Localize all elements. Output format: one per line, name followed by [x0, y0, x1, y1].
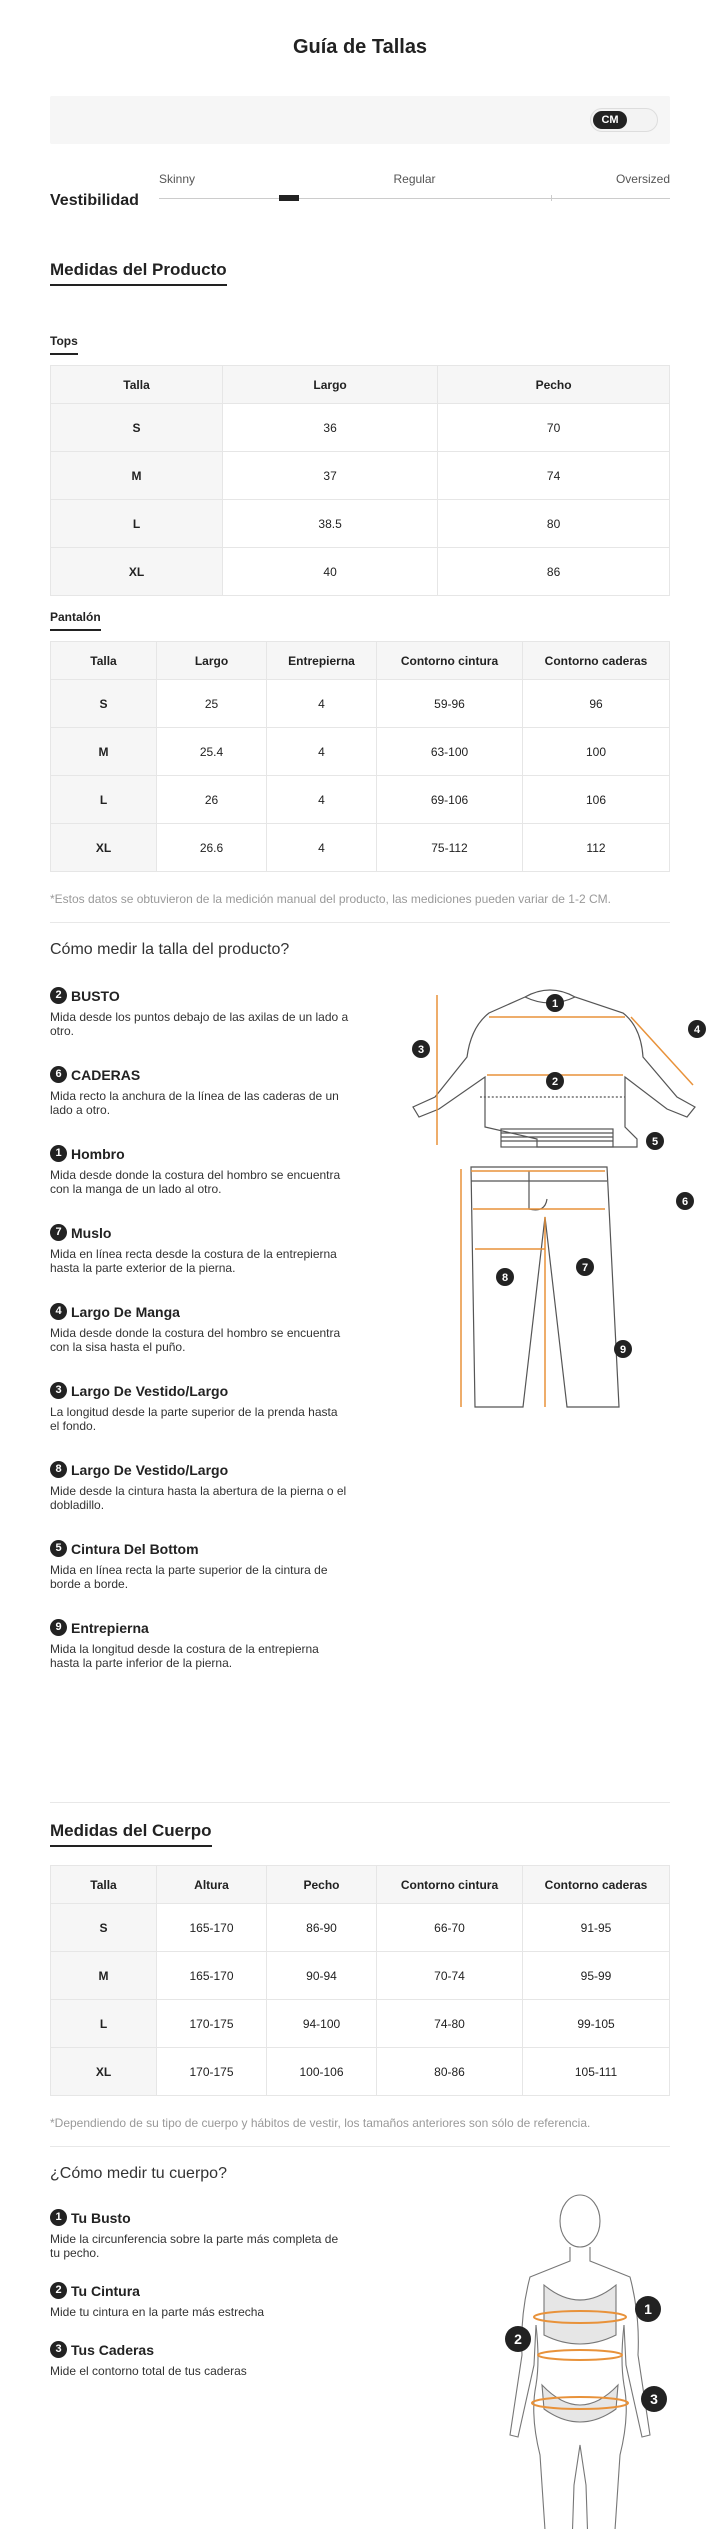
- pants-label: Pantalón: [50, 610, 101, 631]
- measure-title: [50, 1619, 670, 1636]
- fit-indicator: [279, 195, 299, 201]
- table-cell: 80-86: [377, 2048, 523, 2096]
- size-cell: S: [51, 404, 223, 452]
- measure-title-text: Largo De Vestido/Largo: [71, 1382, 229, 1399]
- measure-title: [50, 1540, 670, 1557]
- size-cell: XL: [51, 548, 223, 596]
- fit-track: [159, 198, 670, 199]
- table-cell: 100-106: [267, 2048, 377, 2096]
- table-cell: 90-94: [267, 1952, 377, 2000]
- table-cell: 36: [223, 404, 438, 452]
- tops-table: [50, 365, 670, 596]
- number-badge: 5: [50, 1540, 67, 1557]
- table-row: [51, 680, 670, 728]
- measure-title-text: Tu Busto: [71, 2209, 131, 2226]
- garment-diagram: [405, 977, 720, 1417]
- table-cell: 170-175: [157, 2048, 267, 2096]
- marker-text: 3: [650, 2391, 658, 2407]
- table-cell: 4: [267, 776, 377, 824]
- divider: [50, 922, 670, 923]
- table-cell: 70: [438, 404, 670, 452]
- measure-description: Mida la longitud desde la costura de la entrepierna hasta la parte inferior de la pierna.: [50, 1642, 319, 1670]
- table-cell: 37: [223, 452, 438, 500]
- size-cell: M: [51, 1952, 157, 2000]
- table-row: [51, 2048, 670, 2096]
- fit-tick: [551, 195, 552, 201]
- measure-description: Mida en línea recta la parte superior de la cintura de borde a borde.: [50, 1563, 328, 1591]
- marker-text: 1: [551, 998, 559, 1010]
- marker-text: 4: [693, 1024, 701, 1036]
- size-cell: L: [51, 776, 157, 824]
- table-cell: 112: [523, 824, 670, 872]
- measure-title-text: Entrepierna: [71, 1619, 149, 1636]
- body-heading: Medidas del Cuerpo: [50, 1821, 212, 1847]
- page-title: Guía de Tallas: [292, 36, 428, 58]
- number-badge: 3: [50, 2341, 67, 2358]
- measure-title-text: Hombro: [71, 1145, 125, 1162]
- measure-item: [50, 1461, 670, 1512]
- fit-scale: [159, 172, 670, 212]
- number-badge: 2: [50, 2282, 67, 2299]
- number-badge: 3: [50, 1382, 67, 1399]
- table-cell: 95-99: [523, 1952, 670, 2000]
- table-cell: 96: [523, 680, 670, 728]
- measure-title-text: BUSTO: [71, 987, 120, 1004]
- marker-text: 9: [619, 1344, 627, 1356]
- measure-description: Mide tu cintura en la parte más estrecha: [50, 2305, 265, 2319]
- table-row: [51, 404, 670, 452]
- fit-skinny: Skinny: [159, 172, 196, 186]
- number-badge: 7: [50, 1224, 67, 1241]
- number-badge: 2: [50, 987, 67, 1004]
- table-cell: 74: [438, 452, 670, 500]
- marker-text: 2: [551, 1076, 559, 1088]
- body-diagram: [470, 2185, 700, 2529]
- measure-description: Mida desde donde la costura del hombro se encuentra con la sisa hasta el puño.: [50, 1326, 341, 1354]
- col-header: Pecho: [267, 1866, 377, 1904]
- body-table: [50, 1865, 670, 2096]
- size-cell: S: [51, 680, 157, 728]
- table-row: [51, 548, 670, 596]
- table-cell: 69-106: [377, 776, 523, 824]
- table-cell: 91-95: [523, 1904, 670, 1952]
- measure-description: Mide el contorno total de tus caderas: [50, 2364, 247, 2378]
- table-row: [51, 500, 670, 548]
- fit-scale-row: [50, 172, 670, 218]
- marker-text: 7: [581, 1262, 589, 1274]
- measure-title-text: Cintura Del Bottom: [71, 1540, 199, 1557]
- table-row: [51, 824, 670, 872]
- table-cell: 40: [223, 548, 438, 596]
- table-row: [51, 728, 670, 776]
- measure-description: Mida recto la anchura de la línea de las caderas de un lado a otro.: [50, 1089, 339, 1117]
- measure-title-text: Muslo: [71, 1224, 112, 1241]
- garment-markers: [412, 994, 706, 1358]
- measure-description: Mida en línea recta desde la costura de la entrepierna hasta la parte exterior de la pierna.: [50, 1247, 337, 1275]
- table-cell: 100: [523, 728, 670, 776]
- unit-bar: [50, 96, 670, 144]
- table-cell: 66-70: [377, 1904, 523, 1952]
- col-header: Contorno cintura: [377, 1866, 523, 1904]
- measure-title-text: Largo De Manga: [71, 1303, 180, 1320]
- measure-description: Mida desde los puntos debajo de las axilas de un lado a otro.: [50, 1010, 349, 1038]
- col-header: Pecho: [438, 366, 670, 404]
- table-cell: 4: [267, 824, 377, 872]
- table-cell: 105-111: [523, 2048, 670, 2096]
- measure-item: [50, 1540, 670, 1591]
- col-header: Entrepierna: [267, 642, 377, 680]
- measure-title: [50, 1461, 670, 1478]
- number-badge: 6: [50, 1066, 67, 1083]
- measure-description: Mida desde donde la costura del hombro se encuentra con la manga de un lado al otro.: [50, 1168, 341, 1196]
- table-row: [51, 1904, 670, 1952]
- measure-title-text: CADERAS: [71, 1066, 141, 1083]
- body-note: *Dependiendo de su tipo de cuerpo y hábitos de vestir, los tamaños anteriores son sólo de referencia.: [50, 2116, 591, 2130]
- table-row: [51, 776, 670, 824]
- fit-oversized: Oversized: [615, 172, 670, 186]
- table-cell: 4: [267, 680, 377, 728]
- table-cell: 86-90: [267, 1904, 377, 1952]
- body-heading-wrap: [50, 1821, 670, 1847]
- col-header: Largo: [157, 642, 267, 680]
- number-badge: 8: [50, 1461, 67, 1478]
- fit-label: Vestibilidad: [50, 192, 139, 209]
- product-heading: Medidas del Producto: [50, 260, 227, 286]
- table-cell: 4: [267, 728, 377, 776]
- table-cell: 170-175: [157, 2000, 267, 2048]
- col-header: Talla: [51, 366, 223, 404]
- measure-title-text: Largo De Vestido/Largo: [71, 1461, 229, 1478]
- marker-text: 5: [651, 1136, 659, 1148]
- table-cell: 75-112: [377, 824, 523, 872]
- measure-description: Mide desde la cintura hasta la abertura de la pierna o el dobladillo.: [50, 1484, 347, 1512]
- col-header: Altura: [157, 1866, 267, 1904]
- size-cell: M: [51, 728, 157, 776]
- table-cell: 94-100: [267, 2000, 377, 2048]
- how-body-section: [50, 2209, 670, 2529]
- measure-item: [50, 1619, 670, 1670]
- pants-table: [50, 641, 670, 872]
- tops-label-wrap: [50, 332, 670, 355]
- size-cell: XL: [51, 824, 157, 872]
- table-cell: 70-74: [377, 1952, 523, 2000]
- col-header: Talla: [51, 642, 157, 680]
- marker-text: 2: [514, 2331, 522, 2347]
- table-cell: 63-100: [377, 728, 523, 776]
- table-cell: 59-96: [377, 680, 523, 728]
- col-header: Talla: [51, 1866, 157, 1904]
- size-cell: L: [51, 500, 223, 548]
- table-cell: 74-80: [377, 2000, 523, 2048]
- table-row: [51, 2000, 670, 2048]
- measure-title-text: Tu Cintura: [71, 2282, 140, 2299]
- tops-label: Tops: [50, 334, 78, 355]
- divider: [50, 1802, 670, 1803]
- table-row: [51, 452, 670, 500]
- size-cell: M: [51, 452, 223, 500]
- table-cell: 99-105: [523, 2000, 670, 2048]
- col-header: Contorno caderas: [523, 642, 670, 680]
- fit-regular: Regular: [393, 172, 436, 186]
- table-cell: 26.6: [157, 824, 267, 872]
- number-badge: 1: [50, 1145, 67, 1162]
- col-header: Largo: [223, 366, 438, 404]
- number-badge: 4: [50, 1303, 67, 1320]
- col-header: Contorno cintura: [377, 642, 523, 680]
- size-cell: L: [51, 2000, 157, 2048]
- product-note: *Estos datos se obtuvieron de la medición manual del producto, las mediciones pueden variar de 1-2 CM.: [50, 892, 611, 906]
- table-row: [51, 1952, 670, 2000]
- marker-text: 8: [501, 1272, 509, 1284]
- marker-text: 3: [417, 1044, 425, 1056]
- how-product-question: Cómo medir la talla del producto?: [50, 941, 290, 958]
- table-cell: 86: [438, 548, 670, 596]
- measure-title-text: Tus Caderas: [71, 2341, 154, 2358]
- divider: [50, 2146, 670, 2147]
- table-cell: 38.5: [223, 500, 438, 548]
- size-cell: XL: [51, 2048, 157, 2096]
- table-cell: 26: [157, 776, 267, 824]
- measure-description: La longitud desde la parte superior de la prenda hasta el fondo.: [50, 1405, 338, 1433]
- how-product-section: [50, 987, 701, 1802]
- product-heading-wrap: [50, 260, 670, 286]
- table-cell: 80: [438, 500, 670, 548]
- table-cell: 165-170: [157, 1904, 267, 1952]
- pants-label-wrap: [50, 608, 670, 631]
- number-badge: 9: [50, 1619, 67, 1636]
- number-badge: 1: [50, 2209, 67, 2226]
- table-cell: 25.4: [157, 728, 267, 776]
- unit-toggle[interactable]: [590, 108, 658, 132]
- measure-description: Mide la circunferencia sobre la parte más completa de tu pecho.: [50, 2232, 339, 2260]
- how-body-question: ¿Cómo medir tu cuerpo?: [50, 2165, 227, 2182]
- table-cell: 25: [157, 680, 267, 728]
- unit-toggle-label: CM: [593, 111, 627, 129]
- marker-text: 6: [681, 1196, 689, 1208]
- col-header: Contorno caderas: [523, 1866, 670, 1904]
- marker-text: 1: [644, 2301, 652, 2317]
- size-cell: S: [51, 1904, 157, 1952]
- table-cell: 106: [523, 776, 670, 824]
- table-cell: 165-170: [157, 1952, 267, 2000]
